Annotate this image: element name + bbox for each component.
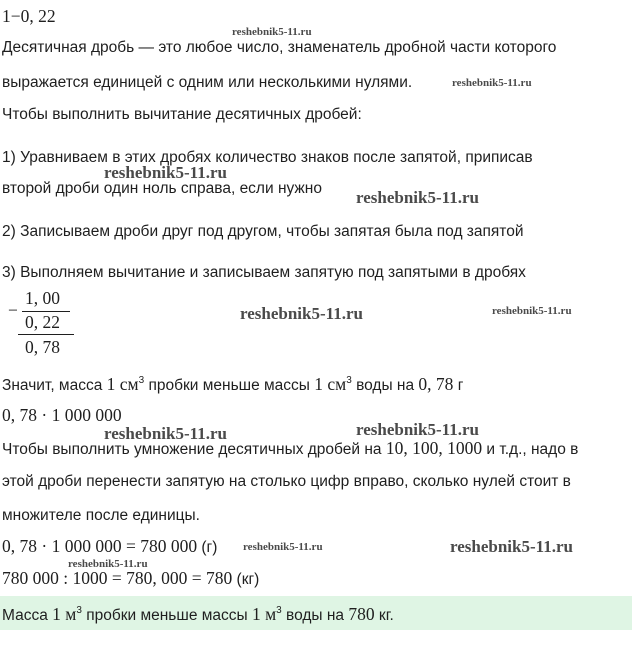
minus-sign: −: [8, 300, 18, 320]
calculation-2-math: 780 000 : 1000 = 780, 000 = 780: [2, 568, 233, 588]
conclusion-text-2: пробки меньше массы: [144, 377, 315, 394]
answer-text-4: кг.: [374, 607, 394, 624]
answer-text-2: пробки меньше массы: [81, 607, 252, 624]
answer-text-1: Масса: [2, 607, 53, 624]
subtraction-intro: Чтобы выполнить вычитание десятичных дробей:: [2, 106, 362, 123]
conclusion-text-1: Значит, масса: [2, 377, 107, 394]
answer-text: [2, 604, 394, 625]
watermark: reshebnik5-11.ru: [68, 558, 148, 570]
calculation-1-unit: (г): [197, 539, 218, 556]
top-expression: 1−0, 22: [2, 6, 56, 26]
answer-box: [0, 596, 632, 630]
mult-rule-math: 10, 100, 1000: [385, 438, 483, 458]
mult-rule-line-2: этой дроби перенести запятую на столько цифр вправо, сколько нулей стоит в: [2, 473, 571, 490]
column-rule-2: [18, 334, 74, 335]
conclusion-math-2: 1 см: [314, 374, 347, 394]
multiplication-expression: 0, 78 · 1 000 000: [2, 405, 122, 425]
calculation-2-unit: (кг): [232, 571, 260, 588]
conclusion-text-3: воды на: [351, 377, 419, 394]
answer-exponent-1: 3: [76, 605, 82, 616]
subtrahend: 0, 22: [25, 312, 60, 332]
conclusion-math-3: 0, 78: [418, 374, 454, 394]
answer-math-3: 780: [348, 604, 375, 624]
watermark: reshebnik5-11.ru: [240, 304, 363, 323]
difference: 0, 78: [25, 337, 60, 357]
answer-math-2: 1 м: [251, 604, 277, 624]
conclusion-text-4: г: [453, 377, 464, 394]
answer-text-3: воды на: [281, 607, 349, 624]
step-2: 2) Записываем дроби друг под другом, чтобы запятая была под запятой: [2, 223, 524, 240]
definition-line-1: Десятичная дробь — это любое число, знаменатель дробной части которого: [2, 39, 557, 56]
definition-line-2: выражается единицей с одним или несколькими нулями.: [2, 74, 413, 91]
mult-rule-text-2: и т.д., надо в: [482, 441, 579, 458]
watermark: reshebnik5-11.ru: [232, 26, 312, 38]
conclusion-exponent-1: 3: [138, 375, 145, 386]
answer-exponent-2: 3: [276, 605, 282, 616]
calculation-2: [2, 568, 259, 589]
conclusion-exponent-2: 3: [346, 375, 352, 386]
step-1-line-1: 1) Уравниваем в этих дробях количество знаков после запятой, приписав: [2, 149, 533, 166]
step-3: 3) Выполняем вычитание и записываем запятую под запятыми в дробях: [2, 264, 526, 281]
conclusion-line: [2, 374, 463, 395]
watermark: reshebnik5-11.ru: [450, 537, 573, 556]
calculation-1: [2, 536, 217, 557]
watermark: reshebnik5-11.ru: [104, 424, 227, 443]
watermark: reshebnik5-11.ru: [452, 77, 532, 89]
conclusion-math-1: 1 см: [106, 374, 139, 394]
step-1-line-2: второй дроби один ноль справа, если нужно: [2, 180, 322, 197]
answer-math-1: 1 м: [52, 604, 77, 624]
watermark: reshebnik5-11.ru: [356, 420, 479, 439]
watermark: reshebnik5-11.ru: [356, 188, 479, 207]
watermark: reshebnik5-11.ru: [492, 305, 572, 317]
mult-rule-text-1: Чтобы выполнить умножение десятичных дробей на: [2, 441, 386, 458]
calculation-1-math: 0, 78 · 1 000 000 = 780 000: [2, 536, 198, 556]
watermark: reshebnik5-11.ru: [104, 163, 227, 182]
mult-rule-line-3: множителе после единицы.: [2, 507, 200, 524]
minuend: 1, 00: [25, 288, 60, 308]
watermark: reshebnik5-11.ru: [243, 541, 323, 553]
mult-rule-line-1: [2, 438, 578, 459]
